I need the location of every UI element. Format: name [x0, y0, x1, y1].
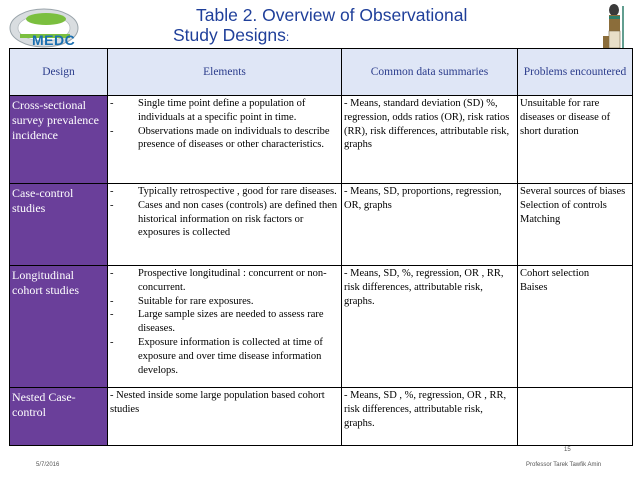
- problem-item: Selection of controls: [520, 199, 607, 211]
- problems-cell: Unsuitable for rare diseases or disease of short duration: [518, 96, 633, 184]
- slide-title-line-2: [173, 25, 289, 46]
- observational-designs-table: [9, 48, 633, 446]
- header-design: Design: [10, 49, 108, 96]
- medc-logo: [6, 4, 88, 50]
- summaries-cell: - Means, SD , %, regression, OR , RR, risk differences, attributable risk, graphs.: [342, 388, 518, 446]
- element-item: - Large sample sizes are needed to assess rare diseases.: [110, 308, 339, 336]
- elements-cell: [108, 266, 342, 388]
- pharaoh-figure-icon: [598, 2, 632, 52]
- element-item: - Cases and non cases (controls) are defined then historical information on risk factors or exposures is collected: [110, 199, 339, 240]
- elements-cell: - Nested inside some large population based cohort studies: [108, 388, 342, 446]
- problem-item: Matching: [520, 213, 561, 225]
- elements-cell: [108, 96, 342, 184]
- summaries-cell: - Means, SD, proportions, regression, OR, graphs: [342, 184, 518, 266]
- header-elements: Elements: [108, 49, 342, 96]
- problem-item: Cohort selection: [520, 268, 590, 279]
- element-item: - Single time point define a population of individuals at a specific point in time.: [110, 97, 339, 125]
- design-cell: Cross-sectional survey prevalence incidence: [10, 96, 108, 184]
- table-row: [10, 388, 633, 446]
- element-item: - Prospective longitudinal : concurrent or non-concurrent.: [110, 267, 339, 295]
- table-row: [10, 96, 633, 184]
- element-item: - Observations made on individuals to describe presence of diseases or other characteristics.: [110, 125, 339, 153]
- header-problems: Problems encountered: [518, 49, 633, 96]
- problems-cell: [518, 388, 633, 446]
- design-cell: Longitudinal cohort studies: [10, 266, 108, 388]
- table-row: [10, 266, 633, 388]
- element-item: - Suitable for rare exposures.: [110, 295, 339, 309]
- header-summaries: Common data summaries: [342, 49, 518, 96]
- elements-cell: [108, 184, 342, 266]
- table-row: [10, 184, 633, 266]
- slide-date: 5/7/2016: [36, 462, 60, 468]
- problem-item: Several sources of biases: [520, 186, 626, 197]
- design-cell: Nested Case-control: [10, 388, 108, 446]
- problem-item: Baises: [520, 281, 548, 293]
- logo-text: MEDC: [32, 32, 76, 48]
- page-number: 15: [564, 447, 571, 453]
- element-item: - Typically retrospective , good for rare diseases.: [110, 185, 339, 199]
- element-item: - Exposure information is collected at time of exposure and over time disease information develops.: [110, 336, 339, 377]
- slide-title-text: Study Designs: [173, 25, 286, 45]
- problems-cell: [518, 184, 633, 266]
- slide-title-line-1: Table 2. Overview of Observational: [196, 5, 468, 25]
- slide-author: Professor Tarek Tawfik Amin: [526, 462, 602, 468]
- design-cell: Case-control studies: [10, 184, 108, 266]
- table-header-row: [10, 49, 633, 96]
- summaries-cell: - Means, standard deviation (SD) %, regression, odds ratios (OR), risk ratios (RR), risk differences, attributable risk, graphs: [342, 96, 518, 184]
- summaries-cell: - Means, SD, %, regression, OR , RR, risk differences, attributable risk, graphs.: [342, 266, 518, 388]
- slide-title-colon: :: [285, 30, 290, 44]
- problems-cell: [518, 266, 633, 388]
